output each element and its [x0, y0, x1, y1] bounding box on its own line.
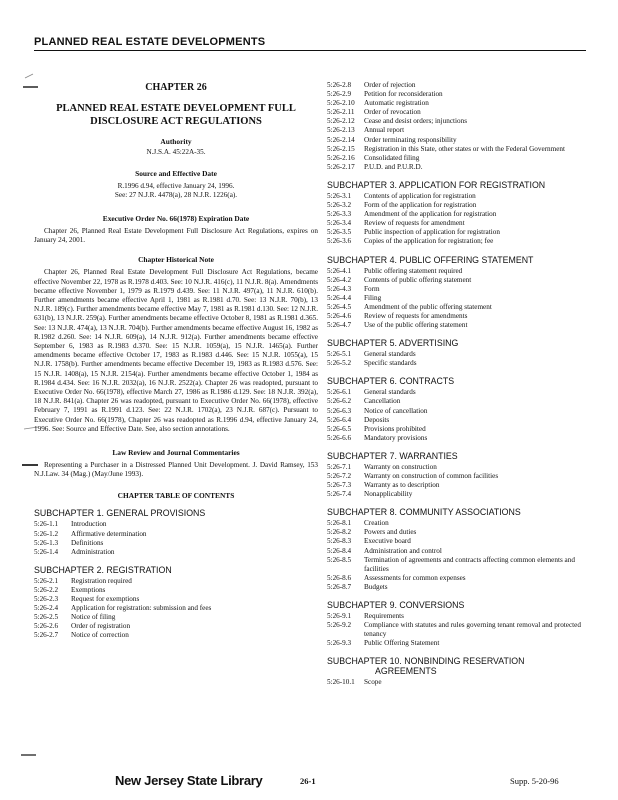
- toc-entry: [327, 285, 589, 294]
- toc-entry: [34, 548, 318, 557]
- toc-entry: [327, 117, 589, 126]
- section-title: Registration required: [71, 576, 132, 585]
- subchapter-heading-line: SUBCHAPTER 10. NONBINDING RESERVATION: [327, 656, 525, 667]
- toc-entry: [327, 537, 589, 546]
- toc-entry: [34, 539, 318, 548]
- section-title: Order of registration: [71, 622, 131, 631]
- section-title: Termination of agreements and contracts affecting common elements and facilities: [364, 555, 575, 573]
- section-number: 5:26-2.17: [327, 162, 355, 171]
- toc-entry: [327, 547, 589, 556]
- running-head: PLANNED REAL ESTATE DEVELOPMENTS: [34, 36, 266, 48]
- section-number: 5:26-6.3: [327, 406, 352, 415]
- section-number: 5:26-6.4: [327, 415, 352, 424]
- section-title: Copies of the application for registration; fee: [364, 237, 494, 246]
- toc-entry: [327, 639, 589, 648]
- section-number: 5:26-2.2: [34, 585, 59, 594]
- toc-entry: [34, 577, 318, 586]
- section-number: 5:26-2.11: [327, 108, 355, 117]
- law-review-heading: Law Review and Journal Commentaries: [112, 448, 240, 458]
- section-number: 5:26-5.2: [327, 359, 352, 368]
- toc-entry: [327, 407, 589, 416]
- toc-entry: [327, 192, 589, 201]
- section-number: 5:26-7.2: [327, 472, 352, 480]
- section-title: Compliance with statutes and rules governing tenant removal and protected tenancy: [364, 621, 581, 639]
- section-number: 5:26-2.6: [34, 622, 59, 631]
- supplement-date: Supp. 5-20-96: [510, 776, 559, 786]
- toc-entry: [327, 472, 589, 481]
- section-number: 5:26-8.5: [327, 555, 352, 564]
- toc-entry: [327, 267, 589, 276]
- history-heading: Chapter Historical Note: [138, 255, 214, 265]
- toc-entry: [327, 228, 589, 237]
- toc-entry: [327, 201, 589, 210]
- toc-entry: [327, 463, 589, 472]
- section-title: Amendment of the public offering statement: [364, 302, 492, 311]
- subchapter-heading: SUBCHAPTER 5. ADVERTISING: [327, 338, 459, 349]
- section-number: 5:26-6.6: [327, 433, 352, 442]
- section-title: Warranty on construction of common facilities: [364, 472, 499, 480]
- section-title: Consolidated filing: [364, 153, 420, 162]
- section-number: 5:26-9.2: [327, 621, 352, 630]
- section-number: 5:26-2.13: [327, 126, 355, 135]
- section-number: 5:26-2.16: [327, 153, 355, 162]
- section-title: Assessments for common expenses: [364, 573, 466, 582]
- toc-entry: [327, 583, 589, 592]
- law-review-text: Representing a Purchaser in a Distressed Planned Unit Development. J. David Ramsey, 153 N.J.Law. 34 (Mag.) (May/June 1993).: [34, 461, 318, 479]
- toc-entry: [327, 136, 589, 145]
- executive-order-heading: Executive Order No. 66(1978) Expiration Date: [102, 214, 250, 223]
- section-number: 5:26-4.4: [327, 293, 352, 302]
- section-number: 5:26-8.7: [327, 582, 352, 591]
- chapter-number: CHAPTER 26: [145, 82, 207, 93]
- section-number: 5:26-2.14: [327, 135, 355, 144]
- toc-entry: [327, 350, 589, 359]
- section-number: 5:26-3.1: [327, 191, 352, 200]
- section-number: 5:26-4.6: [327, 311, 352, 320]
- toc-entry: [34, 595, 318, 604]
- toc-entry: [327, 276, 589, 285]
- toc-entry: [327, 574, 589, 583]
- section-title: Registration in this State, other states or with the Federal Government: [364, 144, 566, 153]
- toc-entry: [34, 520, 318, 529]
- toc-entry: [327, 481, 589, 490]
- section-title: Deposits: [364, 415, 390, 424]
- section-title: Contents of application for registration: [364, 191, 476, 200]
- section-number: 5:26-3.2: [327, 201, 352, 210]
- section-number: 5:26-2.7: [34, 631, 59, 640]
- section-title: Order of rejection: [364, 81, 416, 89]
- section-title: Introduction: [71, 520, 107, 529]
- section-title: Form: [364, 284, 380, 293]
- left-column: [34, 64, 318, 641]
- toc-entry: [34, 613, 318, 622]
- section-number: 5:26-3.6: [327, 237, 352, 246]
- section-number: 5:26-9.3: [327, 639, 352, 648]
- section-title: Request for exemptions: [71, 595, 140, 604]
- toc-entry: [327, 154, 589, 163]
- toc-entry: [327, 90, 589, 99]
- section-title: Powers and duties: [364, 528, 417, 537]
- toc-title: CHAPTER TABLE OF CONTENTS: [117, 491, 235, 501]
- section-number: 5:26-8.4: [327, 546, 352, 555]
- section-number: 5:26-2.8: [327, 81, 352, 89]
- section-title: Public inspection of application for registration: [364, 228, 500, 237]
- section-title: Contents of public offering statement: [364, 275, 472, 284]
- section-number: 5:26-3.4: [327, 219, 352, 228]
- toc-continued-list: [327, 81, 589, 172]
- subchapter-heading: SUBCHAPTER 6. CONTRACTS: [327, 376, 455, 387]
- section-number: 5:26-4.5: [327, 302, 352, 311]
- toc-entry: [327, 294, 589, 303]
- section-number: 5:26-1.1: [34, 520, 59, 529]
- margin-mark: [20, 752, 38, 758]
- section-number: 5:26-6.2: [327, 397, 352, 406]
- toc-entry: [327, 303, 589, 312]
- subchapter-items: [327, 678, 589, 687]
- section-title: Provisions prohibited: [364, 424, 426, 433]
- toc-entry: [327, 425, 589, 434]
- section-number: 5:26-2.3: [34, 595, 59, 604]
- authority-heading: Authority: [160, 137, 192, 146]
- toc-entry: [327, 126, 589, 135]
- section-number: 5:26-1.3: [34, 538, 59, 547]
- toc-entry: [327, 678, 589, 687]
- toc-entry: [327, 108, 589, 117]
- toc-entry: [327, 490, 589, 499]
- section-number: 5:26-2.12: [327, 117, 355, 126]
- section-number: 5:26-2.5: [34, 613, 59, 622]
- section-number: 5:26-2.4: [34, 604, 59, 613]
- section-number: 5:26-10.1: [327, 678, 355, 687]
- subchapter-heading: SUBCHAPTER 9. CONVERSIONS: [327, 600, 465, 611]
- section-title: Administration: [71, 547, 115, 556]
- margin-mark: [24, 73, 34, 79]
- section-number: 5:26-1.2: [34, 529, 59, 538]
- section-title: Filing: [364, 293, 382, 302]
- toc-entry: [327, 81, 589, 90]
- toc-entry: [327, 163, 589, 172]
- toc-entry: [327, 312, 589, 321]
- toc-entry: [327, 612, 589, 621]
- toc-entry: [327, 210, 589, 219]
- section-title: Mandatory provisions: [364, 433, 428, 442]
- section-number: 5:26-1.4: [34, 547, 59, 556]
- section-number: 5:26-4.3: [327, 284, 352, 293]
- section-title: Public Offering Statement: [364, 639, 440, 648]
- section-number: 5:26-2.15: [327, 144, 355, 153]
- section-number: 5:26-4.2: [327, 275, 352, 284]
- section-title: Petition for reconsideration: [364, 90, 443, 99]
- executive-order-text: Chapter 26, Planned Real Estate Development Full Disclosure Act Regulations, expires on January 24, 2001.: [34, 227, 318, 245]
- toc-entry: [327, 397, 589, 406]
- subchapter-heading-line: AGREEMENTS: [375, 666, 437, 677]
- section-number: 5:26-4.7: [327, 321, 352, 330]
- section-title: Requirements: [364, 612, 404, 621]
- section-number: 5:26-2.9: [327, 90, 352, 99]
- section-title: Scope: [364, 678, 382, 687]
- subchapter-heading: SUBCHAPTER 4. PUBLIC OFFERING STATEMENT: [327, 254, 534, 265]
- section-title: Definitions: [71, 538, 104, 547]
- section-title: Public offering statement required: [364, 266, 463, 275]
- section-title: General standards: [364, 350, 416, 359]
- toc-entry: [327, 99, 589, 108]
- section-number: 5:26-8.3: [327, 537, 352, 546]
- section-number: 5:26-2.10: [327, 99, 355, 108]
- subchapter-heading: SUBCHAPTER 2. REGISTRATION: [34, 564, 172, 575]
- page-number: 26-1: [300, 776, 316, 786]
- toc-entry: [34, 530, 318, 539]
- library-logo: New Jersey State Library: [115, 773, 263, 788]
- section-number: 5:26-6.5: [327, 424, 352, 433]
- section-title: Application for registration: submission and fees: [71, 604, 212, 613]
- section-title: Order of revocation: [364, 108, 421, 117]
- section-title: Review of requests for amendments: [364, 311, 468, 320]
- section-title: Order terminating responsibility: [364, 135, 457, 144]
- toc-entry: [34, 604, 318, 613]
- left-toc: [34, 508, 318, 640]
- toc-entry: [327, 519, 589, 528]
- section-title: Form of the application for registration: [364, 201, 477, 210]
- section-number: 5:26-4.1: [327, 266, 352, 275]
- toc-entry: [34, 586, 318, 595]
- section-title: Cease and desist orders; injunctions: [364, 117, 468, 126]
- section-number: 5:26-9.1: [327, 612, 352, 621]
- subchapter-heading: SUBCHAPTER 1. GENERAL PROVISIONS: [34, 508, 206, 519]
- toc-entry: [327, 556, 589, 574]
- toc-entry: [327, 145, 589, 154]
- section-title: Annual report: [364, 126, 405, 135]
- section-number: 5:26-8.6: [327, 573, 352, 582]
- section-title: Specific standards: [364, 359, 417, 368]
- toc-entry: [34, 631, 318, 640]
- section-title: General standards: [364, 388, 416, 397]
- section-title: Executive board: [364, 537, 411, 546]
- source-line: R.1996 d.94, effective January 24, 1996.: [117, 182, 235, 190]
- right-column: [327, 81, 589, 688]
- section-title: Budgets: [364, 582, 388, 591]
- subchapter-heading: SUBCHAPTER 3. APPLICATION FOR REGISTRATION: [327, 179, 546, 190]
- section-title: Notice of cancellation: [364, 406, 428, 415]
- section-title: Warranty as to description: [364, 481, 440, 490]
- section-title: Creation: [364, 519, 389, 528]
- section-title: Exemptions: [71, 585, 106, 594]
- section-title: Automatic registration: [364, 99, 429, 108]
- toc-entry: [327, 416, 589, 425]
- source-heading: Source and Effective Date: [135, 169, 217, 178]
- section-title: Notice of filing: [71, 613, 116, 622]
- history-text: Chapter 26, Planned Real Estate Development Full Disclosure Act Regulations, became effective November 22, 1978 as R.1978 d.403. See: 10 N.J.R. 416(c), 11 N.J.R. 8(a). Amendments became effective November 1, 1979 as R.1979 d.439. See: 11 N.J.R. 497(a), 11 N.J.R. 610(b). Further amendments became effective April 1, 1981 as R.1981 d.70. See: 13 N.J.R. 70(b), 13 N.J.R. 189(c). Further amendments became effective May 7, 1981 as R.1981 d.130. See: 12 N.J.R. 631(b), 13 N.J.R. 259(a). Further amendments became effective October 8, 1981 as R.1981 d.365. See: 13 N.J.R. 474(a), 13 N.J.R. 704(b). Further amendments became effective August 16, 1982 as R.1982 d.260. See: 14 N.J.R. 609(a), 14 N.J.R. 912(a). Further amendments became effective September 6, 1983 as R.1983 d.370. See: 15 N.J.R. 1059(a), 15 N.J.R. 1465(a). Further amendments became effective October 17, 1983 as R.1983 d.446. See: 15 N.J.R. 1055(a), 15 N.J.R. 1758(b). Further amendments became effective December 19, 1983 as R.1983 d.576. See: 15 N.J.R. 1408(a), 15 N.J.R. 2154(a). Further amendments became effective October 1, 1984 as R.1984 d.434. See: 16 N.J.R. 2032(a), 16 N.J.R. 2522(a). Chapter 26 was readopted, pursuant to Executive Order No. 66(1978), effective March 27, 1986 as R.1986 d.129. See: 18 N.J.R. 392(a), 18 N.J.R. 841(a). Chapter 26 was readopted, pursuant to Executive Order No. 66(1978), effective February 7, 1991 as R.1991 d.123. See: 22 N.J.R. 1702(a), 23 N.J.R. 687(c). Pursuant to Executive Order No. 66(1978), Chapter 26 was readopted as R.1996 d.94, effective January 24, 1996. See: Source and Effective Date. See, also section annotations.: [34, 268, 318, 433]
- toc-entry: [327, 359, 589, 368]
- section-title: Nonapplicability: [364, 490, 413, 499]
- authority-text: N.J.S.A. 45:22A-35.: [146, 148, 206, 156]
- toc-entry: [327, 621, 589, 639]
- section-title: Amendment of the application for registration: [364, 210, 497, 219]
- section-number: 5:26-6.1: [327, 388, 352, 397]
- section-title: P.U.D. and P.U.R.D.: [364, 162, 423, 171]
- section-number: 5:26-7.1: [327, 462, 352, 471]
- section-number: 5:26-2.1: [34, 576, 59, 585]
- section-number: 5:26-3.3: [327, 210, 352, 219]
- chapter-title: PLANNED REAL ESTATE DEVELOPMENT FULL DISCLOSURE ACT REGULATIONS: [56, 103, 296, 127]
- section-number: 5:26-8.2: [327, 528, 352, 537]
- right-toc: [327, 180, 589, 648]
- section-title: Use of the public offering statement: [364, 321, 468, 330]
- toc-entry: [327, 528, 589, 537]
- section-title: Review of requests for amendment: [364, 219, 465, 228]
- section-title: Affirmative determination: [71, 529, 147, 538]
- section-title: Cancellation: [364, 397, 401, 406]
- section-title: Administration and control: [364, 546, 442, 555]
- toc-entry: [327, 219, 589, 228]
- section-title: Notice of correction: [71, 631, 129, 640]
- toc-entry: [327, 434, 589, 443]
- header-rule: [34, 50, 586, 51]
- toc-entry: [327, 237, 589, 246]
- subchapter-heading: SUBCHAPTER 7. WARRANTIES: [327, 450, 458, 461]
- subchapter-heading: SUBCHAPTER 8. COMMUNITY ASSOCIATIONS: [327, 507, 521, 518]
- section-number: 5:26-7.4: [327, 490, 352, 499]
- section-title: Warranty on construction: [364, 462, 437, 471]
- section-number: 5:26-5.1: [327, 350, 352, 359]
- toc-entry: [327, 321, 589, 330]
- toc-entry: [327, 388, 589, 397]
- section-number: 5:26-7.3: [327, 481, 352, 490]
- section-number: 5:26-8.1: [327, 519, 352, 528]
- subchapter-heading: [327, 656, 589, 676]
- toc-entry: [34, 622, 318, 631]
- source-line: See: 27 N.J.R. 4478(a), 28 N.J.R. 1226(a).: [114, 191, 238, 199]
- section-number: 5:26-3.5: [327, 228, 352, 237]
